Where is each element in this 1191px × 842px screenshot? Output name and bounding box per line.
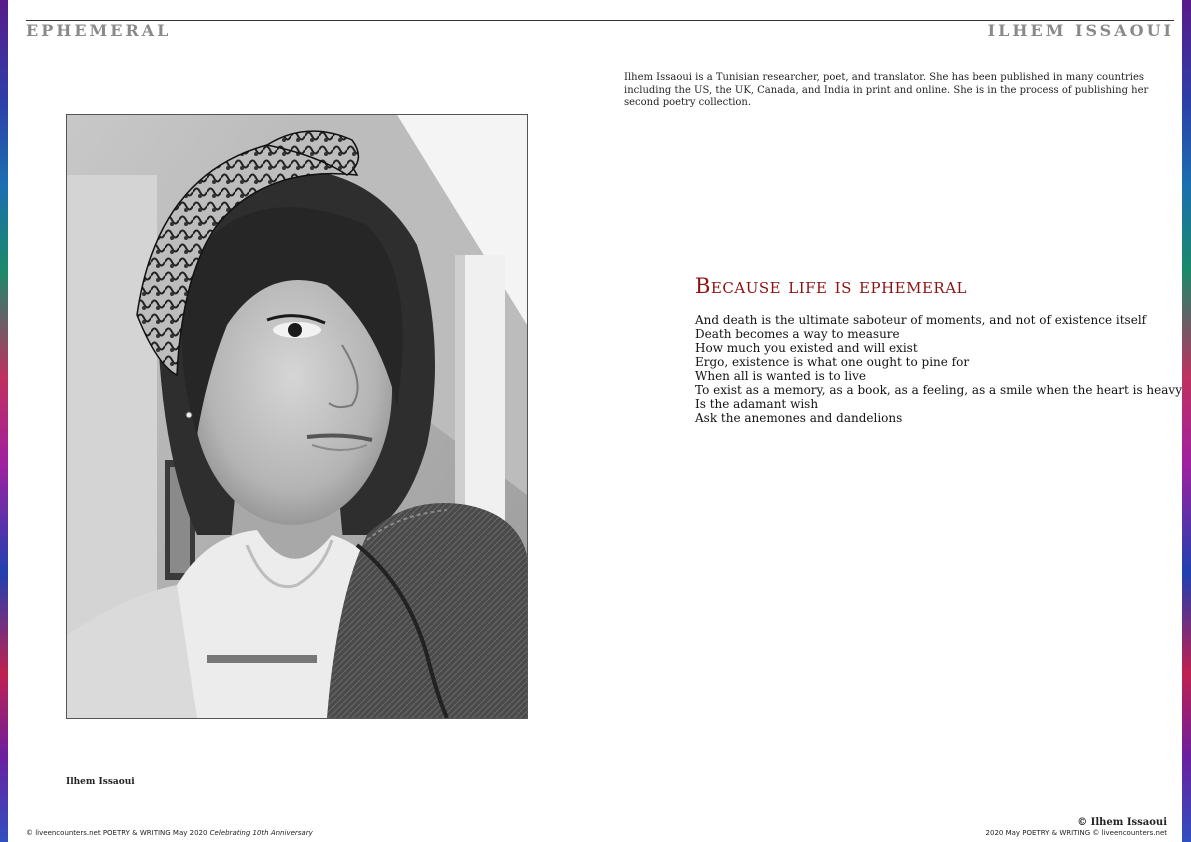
poem-line: When all is wanted is to live [695, 369, 866, 383]
portrait-illustration [67, 115, 527, 718]
poem-line: Death becomes a way to measure [695, 327, 900, 341]
footer-left [26, 829, 313, 837]
author-portrait-photo [66, 114, 528, 719]
poem-title: Because life is ephemeral [695, 274, 967, 298]
magazine-page [8, 0, 1182, 842]
copyright-notice: © Ilhem Issaoui [1077, 817, 1167, 828]
running-head-author: ILHEM ISSAOUI [987, 21, 1174, 40]
poem-line: How much you existed and will exist [695, 341, 918, 355]
running-head-title: EPHEMERAL [26, 21, 172, 40]
footer-left-text: © liveencounters.net POETRY & WRITING May 2020 [26, 829, 210, 837]
poem-line: Ask the anemones and dandelions [695, 411, 903, 425]
poem-line: Ergo, existence is what one ought to pine for [695, 355, 970, 369]
poem-line: And death is the ultimate saboteur of moments, and not of existence itself [695, 313, 1147, 327]
poem-line: To exist as a memory, as a book, as a feeling, as a smile when the heart is heavy [695, 383, 1182, 397]
author-bio: Ilhem Issaoui is a Tunisian researcher, poet, and translator. She has been published in many countries including the US, the UK, Canada, and India in print and online. She is in the process of publishing her second poetry collection. [624, 72, 1149, 108]
poem-body [695, 313, 1182, 425]
footer-left-italic: Celebrating 10th Anniversary [209, 829, 313, 837]
photo-caption: Ilhem Issaoui [66, 777, 135, 787]
poem-line: Is the adamant wish [695, 397, 819, 411]
footer-right: 2020 May POETRY & WRITING © liveencounters.net [985, 829, 1167, 837]
